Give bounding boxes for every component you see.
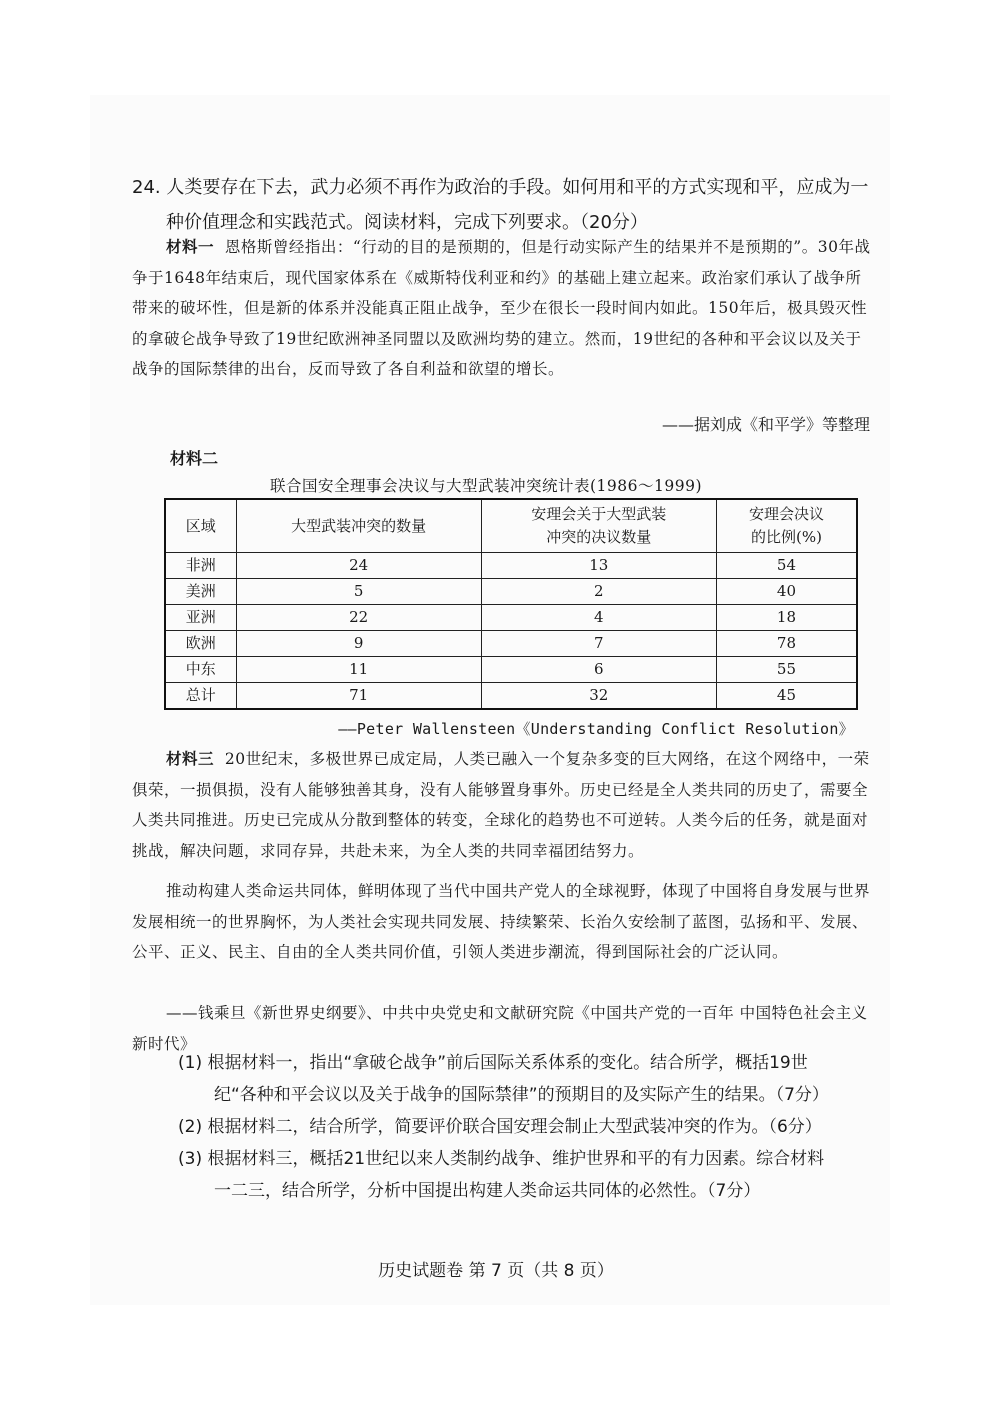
cell-conflicts: 22 [236,605,481,631]
cell-conflicts: 5 [236,579,481,605]
material-3-paragraph-2: 推动构建人类命运共同体，鲜明体现了当代中国共产党人的全球视野，体现了中国将自身发展与世界发展相统一的世界胸怀，为人类社会实现共同发展、持续繁荣、长治久安绘制了蓝图，弘扬和平、发展、公平、正义、民主、自由的全人类共同价值，引领人类进步潮流，得到国际社会的广泛认同。 [132,882,871,961]
question-line-1: 24. 人类要存在下去，武力必须不再作为政治的手段。如何用和平的方式实现和平，应成为一 [132,177,869,198]
cell-region: 欧洲 [165,631,236,657]
material-3-text-1: 20世纪末，多极世界已成定局，人类已融入一个复杂多变的巨大网络，在这个网络中，一荣俱荣，一损俱损，没有人能够独善其身，没有人能够置身事外。历史已经是全人类共同的历史了，需要全人类共同推进。历史已完成从分散到整体的转变，全球化的趋势也不可逆转。人类今后的任务，就是面对挑战，解决问题，求同存异，共赴未来，为全人类的共同幸福团结努力。 [132,750,870,860]
question-24-stem [132,170,872,240]
cell-ratio: 78 [716,631,857,657]
table-row [165,553,857,579]
material-1-source: ——据刘成《和平学》等整理 [661,415,870,434]
sub-question-1-line-2: 纪“各种和平会议以及关于战争的国际禁律”的预期目的及实际产生的结果。（7分） [214,1085,829,1105]
table-header-row [165,499,857,553]
sub-question-3-line-2: 一二三，结合所学，分析中国提出构建人类命运共同体的必然性。（7分） [214,1181,761,1201]
table-row [165,605,857,631]
cell-region: 中东 [165,657,236,683]
header-region: 区域 [165,499,236,553]
question-line-2: 种价值理念和实践范式。阅读材料，完成下列要求。（20分） [166,212,648,233]
material-2-label: 材料二 [170,449,219,468]
cell-region: 非洲 [165,553,236,579]
cell-resolutions: 32 [481,683,716,710]
cell-ratio: 54 [716,553,857,579]
cell-ratio: 45 [716,683,857,710]
header-resolution-count: 安理会关于大型武装 冲突的决议数量 [481,499,716,553]
page-footer: 历史试题卷 第 7 页（共 8 页） [378,1261,614,1281]
cell-ratio: 40 [716,579,857,605]
table-title: 联合国安全理事会决议与大型武装冲突统计表(1986～1999) [270,477,702,495]
material-1 [132,232,874,385]
cell-region: 亚洲 [165,605,236,631]
cell-resolutions: 7 [481,631,716,657]
cell-resolutions: 2 [481,579,716,605]
table-row [165,579,857,605]
sub-questions [178,1047,868,1207]
table-row-total [165,683,857,710]
header-resolution-ratio: 安理会决议 的比例(%) [716,499,857,553]
cell-resolutions: 13 [481,553,716,579]
header-conflict-count: 大型武装冲突的数量 [236,499,481,553]
cell-resolutions: 4 [481,605,716,631]
material-1-label: 材料一 [166,238,215,256]
cell-conflicts: 71 [236,683,481,710]
material-1-text: 恩格斯曾经指出：“行动的目的是预期的，但是行动实际产生的结果并不是预期的”。30年战争于1648年结束后，现代国家体系在《威斯特伐利亚和约》的基础上建立起来。政治家们承认了战争所带来的破坏性，但是新的体系并没能真正阻止战争，至少在很长一段时间内如此。150年后，极具毁灭性的拿破仑战争导致了19世纪欧洲神圣同盟以及欧洲均势的建立。然而，19世纪的各种和平会议以及关于战争的国际禁律的出台，反而导致了各自利益和欲望的增长。 [132,238,871,378]
sub-question-1-line-1: (1) 根据材料一，指出“拿破仑战争”前后国际关系体系的变化。结合所学，概括19世 [178,1053,808,1073]
material-3-source: ——钱乘旦《新世界史纲要》、中共中央党史和文献研究院《中国共产党的一百年 中国特色社会主义新时代》 [132,1004,868,1053]
cell-conflicts: 11 [236,657,481,683]
cell-region: 总计 [165,683,236,710]
cell-ratio: 55 [716,657,857,683]
table-row [165,631,857,657]
cell-conflicts: 9 [236,631,481,657]
cell-resolutions: 6 [481,657,716,683]
table-row [165,657,857,683]
sub-question-2: (2) 根据材料二，结合所学，简要评价联合国安理会制止大型武装冲突的作为。（6分） [178,1117,822,1137]
sub-question-3-line-1: (3) 根据材料三，概括21世纪以来人类制约战争、维护世界和平的有力因素。综合材料 [178,1149,825,1169]
cell-ratio: 18 [716,605,857,631]
cell-conflicts: 24 [236,553,481,579]
material-3-paragraph-1 [132,744,874,866]
material-2-source: ——Peter Wallensteen《Understanding Conflict Resolution》 [338,720,854,738]
cell-region: 美洲 [165,579,236,605]
material-3-label: 材料三 [166,750,215,768]
conflict-resolution-table [164,498,858,710]
